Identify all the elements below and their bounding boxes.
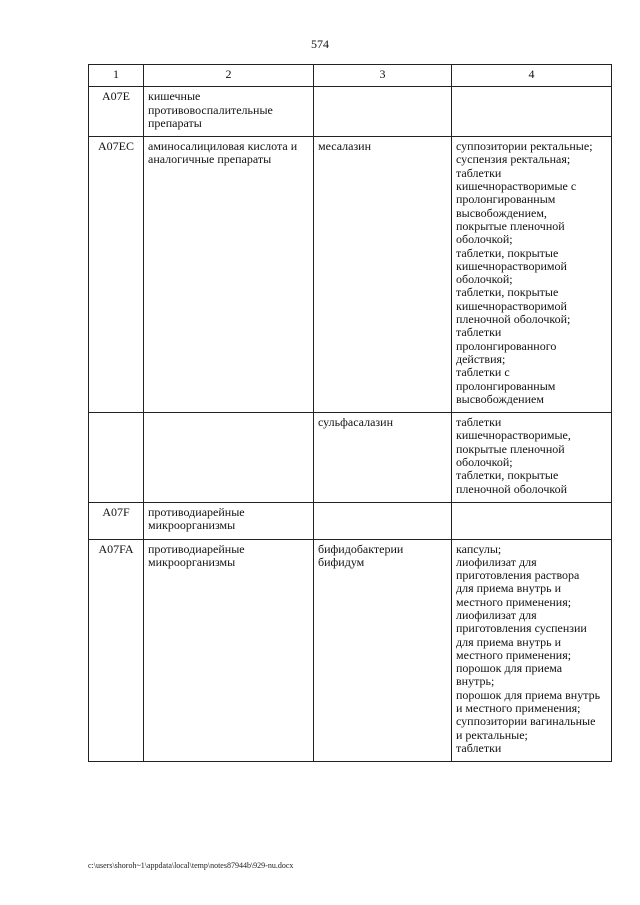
cell-text-line: кишечнорастворимые с bbox=[456, 179, 577, 194]
cell-text-line: порошок для приема внутрь bbox=[456, 687, 601, 702]
cell-text-line: кишечные bbox=[148, 89, 201, 104]
cell-text-line: таблетки, покрытые bbox=[456, 245, 559, 260]
table-header-row bbox=[89, 65, 612, 87]
dosage-forms-cell bbox=[452, 413, 612, 503]
dosage-forms-cell bbox=[452, 502, 612, 539]
cell-text-line: таблетки bbox=[456, 740, 502, 755]
cell-text-line: высвобождением bbox=[456, 391, 544, 406]
cell-text-line: порошок для приема bbox=[456, 661, 563, 676]
drug-name-cell bbox=[314, 413, 452, 503]
table-row bbox=[89, 539, 612, 762]
cell-text-line: микроорганизмы bbox=[148, 518, 236, 533]
drug-name-cell bbox=[314, 539, 452, 762]
atc-code-cell: A07F bbox=[89, 502, 144, 539]
drug-name-cell bbox=[314, 87, 452, 137]
cell-text-line: аналогичные препараты bbox=[148, 152, 272, 167]
cell-text-line: пролонгированного bbox=[456, 338, 557, 353]
cell-text-line: пленочной оболочкой; bbox=[456, 312, 571, 327]
cell-text-line: суппозитории вагинальные bbox=[456, 714, 596, 729]
cell-text-line: препараты bbox=[148, 115, 202, 130]
header-col-2: 2 bbox=[144, 65, 314, 87]
table-row bbox=[89, 502, 612, 539]
dosage-forms-cell bbox=[452, 137, 612, 413]
cell-text-line: таблетки bbox=[456, 165, 502, 180]
cell-text-line: лиофилизат для bbox=[456, 554, 537, 569]
cell-text-line: противодиарейные bbox=[148, 504, 245, 519]
atc-code-cell bbox=[89, 413, 144, 503]
cell-text-line: кишечнорастворимой bbox=[456, 298, 567, 313]
header-col-1: 1 bbox=[89, 65, 144, 87]
cell-text-line: и местного применения; bbox=[456, 701, 581, 716]
atc-code-cell: A07FA bbox=[89, 539, 144, 762]
group-name-cell bbox=[144, 502, 314, 539]
cell-text-line: суппозитории ректальные; bbox=[456, 139, 593, 154]
cell-text-line: местного применения; bbox=[456, 594, 572, 609]
cell-text-line: суспензия ректальная; bbox=[456, 152, 571, 167]
atc-code-cell: A07E bbox=[89, 87, 144, 137]
drug-name-cell bbox=[314, 502, 452, 539]
cell-text-line: действия; bbox=[456, 351, 506, 366]
header-col-3: 3 bbox=[314, 65, 452, 87]
cell-text-line: противовоспалительные bbox=[148, 102, 273, 117]
cell-text-line: и ректальные; bbox=[456, 727, 528, 742]
dosage-forms-cell bbox=[452, 539, 612, 762]
cell-text-line: таблетки, покрытые bbox=[456, 285, 559, 300]
table-row bbox=[89, 87, 612, 137]
cell-text-line: оболочкой; bbox=[456, 232, 513, 247]
cell-text-line: таблетки bbox=[456, 325, 502, 340]
group-name-cell bbox=[144, 413, 314, 503]
table-body bbox=[89, 87, 612, 762]
cell-text-line: внутрь; bbox=[456, 674, 495, 689]
cell-text-line: противодиарейные bbox=[148, 541, 245, 556]
cell-text-line: таблетки, покрытые bbox=[456, 468, 559, 483]
cell-text-line: сульфасалазин bbox=[318, 415, 394, 430]
drug-name-cell bbox=[314, 137, 452, 413]
cell-text-line: для приема внутрь и bbox=[456, 581, 561, 596]
footer-file-path: c:\users\shoroh~1\appdata\local\temp\notes87944b\929-nu.docx bbox=[88, 861, 294, 870]
table-row bbox=[89, 413, 612, 503]
dosage-forms-cell bbox=[452, 87, 612, 137]
cell-text-line: высвобождением, bbox=[456, 205, 547, 220]
cell-text-line: пролонгированным bbox=[456, 192, 556, 207]
table-row bbox=[89, 137, 612, 413]
cell-text-line: кишечнорастворимой bbox=[456, 258, 567, 273]
cell-text-line: пролонгированным bbox=[456, 378, 556, 393]
group-name-cell bbox=[144, 539, 314, 762]
cell-text-line: местного применения; bbox=[456, 647, 572, 662]
cell-text-line: бифидобактерии bbox=[318, 541, 404, 556]
cell-text-line: оболочкой; bbox=[456, 455, 513, 470]
cell-text-line: месалазин bbox=[318, 139, 372, 154]
cell-text-line: кишечнорастворимые, bbox=[456, 428, 571, 443]
header-col-4: 4 bbox=[452, 65, 612, 87]
group-name-cell bbox=[144, 87, 314, 137]
drug-table bbox=[88, 64, 612, 762]
cell-text-line: лиофилизат для bbox=[456, 607, 537, 622]
cell-text-line: пленочной оболочкой bbox=[456, 481, 568, 496]
cell-text-line: бифидум bbox=[318, 554, 365, 569]
cell-text-line: оболочкой; bbox=[456, 272, 513, 287]
cell-text-line: таблетки с bbox=[456, 365, 510, 380]
cell-text-line: покрытые пленочной bbox=[456, 218, 565, 233]
cell-text-line: аминосалициловая кислота и bbox=[148, 139, 298, 154]
cell-text-line: приготовления раствора bbox=[456, 568, 580, 583]
group-name-cell bbox=[144, 137, 314, 413]
cell-text-line: микроорганизмы bbox=[148, 554, 236, 569]
cell-text-line: для приема внутрь и bbox=[456, 634, 561, 649]
cell-text-line: покрытые пленочной bbox=[456, 441, 565, 456]
cell-text-line: таблетки bbox=[456, 415, 502, 430]
cell-text-line: капсулы; bbox=[456, 541, 502, 556]
atc-code-cell: A07EC bbox=[89, 137, 144, 413]
cell-text-line: приготовления суспензии bbox=[456, 621, 587, 636]
page-number: 574 bbox=[311, 37, 329, 51]
